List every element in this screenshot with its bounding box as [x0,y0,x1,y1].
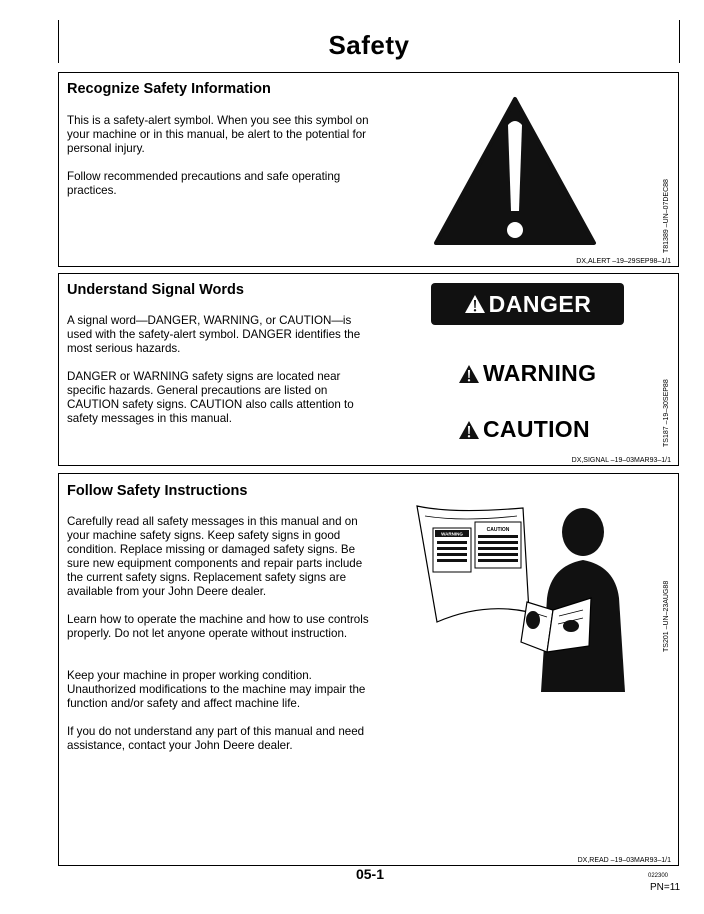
warning-label: WARNING [483,360,597,386]
section-recognize-safety-information [58,72,679,267]
paragraph: Carefully read all safety messages in this manual and on your machine safety signs. Keep safety signs in good condition. Replace missing or damaged safety signs. Be sure new equipment components and repair parts include the current safety signs. Replacement safety signs are available from your John Deere dealer. [67,515,363,598]
section-title: Follow Safety Instructions [67,483,248,499]
paragraph: If you do not understand any part of this manual and need assistance, contact your John Deere dealer. [67,725,365,752]
warning-decal [433,528,471,572]
paragraph: Learn how to operate the machine and how to use controls properly. Do not let anyone operate without instruction. [67,613,369,640]
page-title: Safety [328,30,410,60]
danger-sign [431,283,624,325]
reference-code: DX,SIGNAL –19–03MAR93–1/1 [571,457,671,464]
paragraph: A signal word—DANGER, WARNING, or CAUTION—is used with the safety-alert symbol. DANGER identifies the most serious hazards. [67,314,361,355]
alert-triangle-icon [458,364,480,384]
document-code: 022300 [648,873,669,879]
caution-sign [458,416,590,443]
reference-code: DX,READ –19–03MAR93–1/1 [577,857,671,864]
warning-decal-label: WARNING [441,531,463,537]
section-understand-signal-words [58,273,679,466]
section-title: Understand Signal Words [67,282,244,298]
alert-triangle-icon [464,294,486,314]
paragraph: This is a safety-alert symbol. When you see this symbol on your machine or in this manual, be alert to the potential for personal injury. [67,114,369,155]
safety-alert-triangle-icon [433,95,597,247]
paragraph: Keep your machine in proper working condition. Unauthorized modifications to the machine may impair the function and/or safety and affect machine life. [67,669,366,710]
reference-code: DX,ALERT –19–29SEP98–1/1 [576,258,671,265]
caution-decal-label: CAUTION [486,527,510,533]
image-code: T81389 –UN–07DEC88 [663,179,670,253]
page-number: 05-1 [355,866,385,882]
caution-label: CAUTION [483,416,590,442]
section-follow-safety-instructions [58,473,679,866]
pn-label: PN=11 [650,882,681,893]
section-title: Recognize Safety Information [67,81,271,97]
caution-decal [475,522,521,568]
paragraph: Follow recommended precautions and safe operating practices. [67,170,341,197]
image-code: TS187 –19–30SEP88 [663,379,670,447]
danger-label: DANGER [488,290,592,317]
alert-triangle-icon [458,420,480,440]
image-code: TS201 –UN–23AUG88 [663,580,670,652]
operator-reading-manual-illustration [413,502,653,692]
warning-sign [458,360,596,387]
paragraph: DANGER or WARNING safety signs are located near specific hazards. General precautions are listed on CAUTION safety signs. CAUTION also calls attention to safety messages in this manual. [67,370,354,425]
